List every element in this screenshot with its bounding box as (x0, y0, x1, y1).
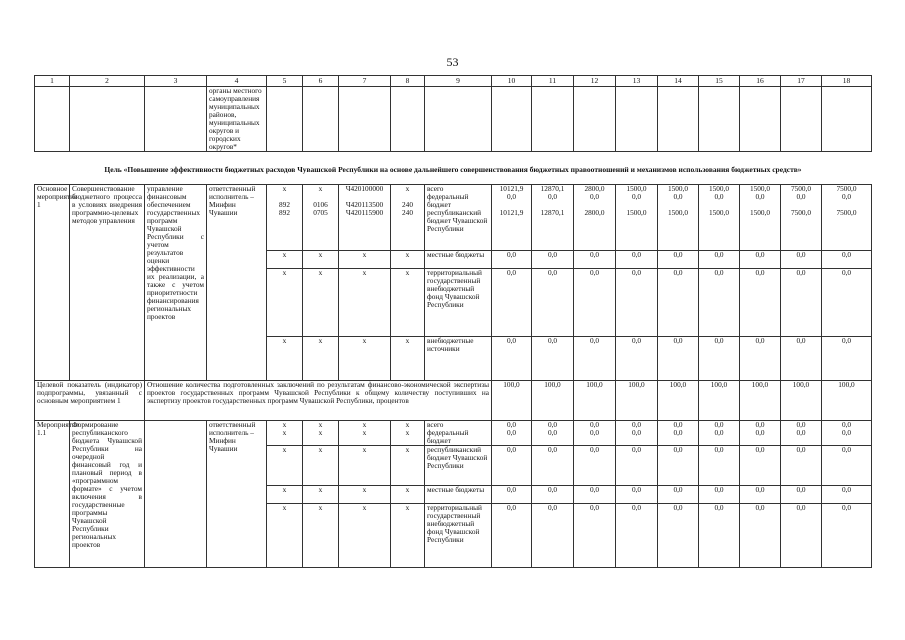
csr-cell: x (339, 504, 391, 568)
value-cell: 0,0 (740, 446, 781, 486)
value-cell: 0,0 (492, 486, 532, 504)
vr-cell: x (391, 251, 425, 269)
header-cell: 10 (492, 76, 532, 87)
value-cell: 100,0 (740, 381, 781, 421)
event-title: Формирование республиканского бюджета Чувашской Республики на очередной финансовый год и плановый период в «программном формате» с учетом включения в государственные программы Чувашской Республики региональных проектов (70, 421, 145, 568)
header-cell: 15 (699, 76, 740, 87)
csr-cell: x (339, 337, 391, 381)
value-cell: 0,0 (616, 486, 658, 504)
value-cell: 0,0 (658, 337, 699, 381)
value-cell: 0,0 0,0 (574, 421, 616, 446)
value-cell: 0,0 (492, 269, 532, 337)
vr-cell: x x (391, 421, 425, 446)
value-cell: 100,0 (658, 381, 699, 421)
csr-cell: x (339, 269, 391, 337)
value-cell: 0,0 (532, 504, 574, 568)
value-cell: 0,0 0,0 (699, 421, 740, 446)
value-cell: 0,0 (822, 504, 872, 568)
csr-cell: x x (339, 421, 391, 446)
event-executor: ответственный исполнитель – Минфин Чувашии (207, 185, 267, 381)
table-row (35, 185, 872, 251)
goal-row (35, 152, 872, 185)
value-cell: 0,0 0,0 (658, 421, 699, 446)
rzpr-cell: x (303, 446, 339, 486)
rzpr-cell: x (303, 269, 339, 337)
header-cell: 11 (532, 76, 574, 87)
value-cell: 0,0 (574, 446, 616, 486)
value-cell: 0,0 (616, 269, 658, 337)
rzpr-cell: x x (303, 421, 339, 446)
value-cell: 100,0 (616, 381, 658, 421)
value-cell: 0,0 0,0 (616, 421, 658, 446)
value-cell: 100,0 (532, 381, 574, 421)
value-cell: 0,0 (740, 504, 781, 568)
value-cell: 0,0 (574, 504, 616, 568)
header-cell: 2 (70, 76, 145, 87)
value-cell: 0,0 (616, 251, 658, 269)
value-cell: 0,0 (699, 446, 740, 486)
value-cell: 1500,0 0,0 1500,0 (699, 185, 740, 251)
value-cell: 0,0 (699, 251, 740, 269)
indicator-text: Отношение количества подготовленных заключений по результатам финансово-экономической экспертизы проектов государственных программ Чувашской Республики к общему количеству поступивших на экспертизу проектов государственных программ Чувашской Республики, процентов (145, 381, 492, 421)
source-cell: местные бюджеты (425, 486, 492, 504)
value-cell: 0,0 (658, 486, 699, 504)
event-result: управление финансовым обеспечением государственных программ Чувашской Республики с учетом результатов оценки эффективности их реализации, а также с учетом приоритетности финансирования региональных проектов (145, 185, 207, 381)
vr-cell: x (391, 504, 425, 568)
value-cell: 0,0 0,0 (532, 421, 574, 446)
page-number: 53 (446, 55, 459, 69)
grbs-cell: x x (267, 421, 303, 446)
csr-cell: Ч420100000 Ч420113500 Ч420115900 (339, 185, 391, 251)
value-cell: 0,0 (781, 504, 822, 568)
vr-cell: x 240 240 (391, 185, 425, 251)
value-cell: 100,0 (492, 381, 532, 421)
value-cell: 0,0 (699, 504, 740, 568)
value-cell: 0,0 0,0 (492, 421, 532, 446)
value-cell: 0,0 (658, 446, 699, 486)
grbs-cell: x (267, 486, 303, 504)
value-cell: 0,0 (658, 504, 699, 568)
value-cell: 0,0 (658, 269, 699, 337)
value-cell: 0,0 (532, 269, 574, 337)
header-cell: 13 (616, 76, 658, 87)
value-cell: 0,0 (616, 504, 658, 568)
value-cell: 0,0 (740, 269, 781, 337)
header-cell: 12 (574, 76, 616, 87)
grbs-cell: x 892 892 (267, 185, 303, 251)
event-label: Мероприятие 1.1 (35, 421, 70, 568)
grbs-cell: x (267, 504, 303, 568)
value-cell: 10121,9 0,0 10121,9 (492, 185, 532, 251)
rzpr-cell: x (303, 337, 339, 381)
value-cell: 0,0 0,0 (822, 421, 872, 446)
event-result (145, 421, 207, 568)
value-cell: 0,0 (699, 337, 740, 381)
header-cell: 9 (425, 76, 492, 87)
value-cell: 0,0 (699, 269, 740, 337)
source-cell: местные бюджеты (425, 251, 492, 269)
rzpr-cell: x 0106 0705 (303, 185, 339, 251)
value-cell: 0,0 (822, 337, 872, 381)
value-cell: 100,0 (822, 381, 872, 421)
csr-cell: x (339, 251, 391, 269)
source-cell: территориальный государственный внебюджетный фонд Чувашской Республики (425, 269, 492, 337)
source-cell: внебюджетные источники (425, 337, 492, 381)
value-cell: 0,0 (574, 269, 616, 337)
value-cell: 1500,0 0,0 1500,0 (740, 185, 781, 251)
value-cell: 0,0 (574, 251, 616, 269)
header-cell: 7 (339, 76, 391, 87)
value-cell: 0,0 (781, 446, 822, 486)
value-cell: 2800,0 0,0 2800,0 (574, 185, 616, 251)
value-cell: 100,0 (781, 381, 822, 421)
header-cell: 16 (740, 76, 781, 87)
csr-cell: x (339, 486, 391, 504)
value-cell: 0,0 (740, 337, 781, 381)
header-cell: 3 (145, 76, 207, 87)
grbs-cell: x (267, 337, 303, 381)
value-cell: 0,0 (822, 269, 872, 337)
value-cell: 0,0 (781, 269, 822, 337)
source-cell: территориальный государственный внебюджетный фонд Чувашской Республики (425, 504, 492, 568)
value-cell: 0,0 (532, 337, 574, 381)
header-cell: 8 (391, 76, 425, 87)
indicator-row (35, 381, 872, 421)
executor-cell: органы местного самоуправления муниципальных районов, муниципальных округов и городских округов* (207, 87, 267, 152)
value-cell: 1500,0 0,0 1500,0 (658, 185, 699, 251)
value-cell: 0,0 (658, 251, 699, 269)
value-cell: 0,0 (532, 486, 574, 504)
vr-cell: x (391, 337, 425, 381)
vr-cell: x (391, 446, 425, 486)
event-label: Основное мероприятие 1 (35, 185, 70, 381)
value-cell: 0,0 0,0 (781, 421, 822, 446)
source-cell: всего федеральный бюджет (425, 421, 492, 446)
value-cell: 0,0 (781, 337, 822, 381)
value-cell: 12870,1 0,0 12870,1 (532, 185, 574, 251)
budget-table (34, 75, 872, 568)
event-title: Совершенствование бюджетного процесса в условиях внедрения программно-целевых методов управления (70, 185, 145, 381)
value-cell: 0,0 (574, 337, 616, 381)
value-cell: 0,0 (492, 337, 532, 381)
value-cell: 1500,0 0,0 1500,0 (616, 185, 658, 251)
value-cell: 0,0 (574, 486, 616, 504)
value-cell: 0,0 (492, 446, 532, 486)
value-cell: 7500,0 0,0 7500,0 (822, 185, 872, 251)
header-cell: 1 (35, 76, 70, 87)
indicator-label: Целевой показатель (индикатор) подпрограммы, увязанный с основным мероприятием 1 (35, 381, 145, 421)
value-cell: 0,0 (822, 251, 872, 269)
goal-text: Цель «Повышение эффективности бюджетных расходов Чувашской Республики на основе дальнейшего совершенствования бюджетных правоотношений и механизмов использования бюджетных средств» (35, 152, 872, 185)
value-cell: 0,0 (781, 486, 822, 504)
table-row (35, 421, 872, 446)
value-cell: 0,0 (532, 251, 574, 269)
source-cell: республиканский бюджет Чувашской Республики (425, 446, 492, 486)
grbs-cell: x (267, 251, 303, 269)
value-cell: 0,0 0,0 (740, 421, 781, 446)
value-cell: 0,0 (822, 446, 872, 486)
rzpr-cell: x (303, 504, 339, 568)
grbs-cell: x (267, 446, 303, 486)
value-cell: 7500,0 0,0 7500,0 (781, 185, 822, 251)
source-cell: всего федеральный бюджет республиканский бюджет Чувашской Республики (425, 185, 492, 251)
vr-cell: x (391, 486, 425, 504)
header-cell: 6 (303, 76, 339, 87)
value-cell: 0,0 (532, 446, 574, 486)
header-cell: 5 (267, 76, 303, 87)
continuation-row (35, 87, 872, 152)
rzpr-cell: x (303, 486, 339, 504)
value-cell: 0,0 (822, 486, 872, 504)
header-row (35, 76, 872, 87)
value-cell: 0,0 (616, 337, 658, 381)
value-cell: 0,0 (616, 446, 658, 486)
rzpr-cell: x (303, 251, 339, 269)
value-cell: 100,0 (574, 381, 616, 421)
event-executor: ответственный исполнитель – Минфин Чувашии (207, 421, 267, 568)
value-cell: 0,0 (492, 251, 532, 269)
header-cell: 17 (781, 76, 822, 87)
value-cell: 0,0 (492, 504, 532, 568)
csr-cell: x (339, 446, 391, 486)
header-cell: 14 (658, 76, 699, 87)
value-cell: 100,0 (699, 381, 740, 421)
value-cell: 0,0 (781, 251, 822, 269)
header-cell: 18 (822, 76, 872, 87)
header-cell: 4 (207, 76, 267, 87)
vr-cell: x (391, 269, 425, 337)
value-cell: 0,0 (699, 486, 740, 504)
value-cell: 0,0 (740, 251, 781, 269)
value-cell: 0,0 (740, 486, 781, 504)
grbs-cell: x (267, 269, 303, 337)
